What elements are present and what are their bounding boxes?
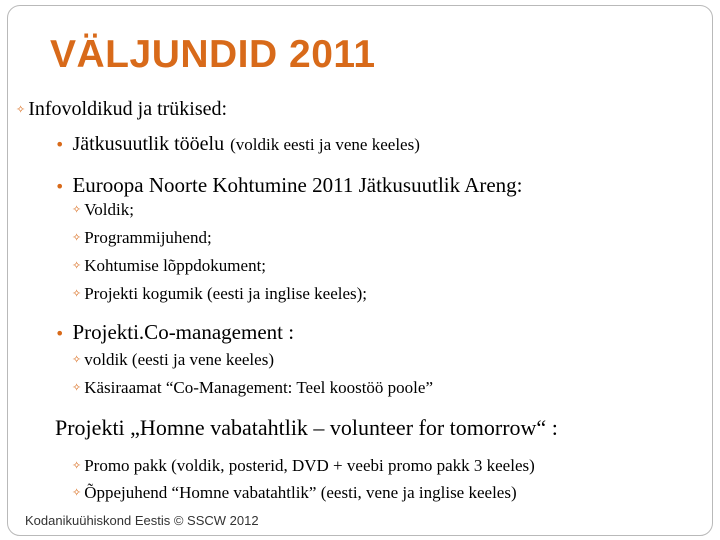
wingding-bullet-icon: ✧ [16,103,26,116]
wingding-bullet-icon: ✧ [72,353,82,366]
section-infovoldikud [16,98,227,121]
slide-title: VÄLJUNDID 2011 [50,33,376,76]
sub-item [72,483,517,503]
wingding-bullet-icon: ✧ [72,231,82,244]
dot-bullet-icon: • [55,135,65,154]
wingding-bullet-icon: ✧ [72,381,82,394]
sub-item-label: Promo pakk (voldik, posterid, DVD + veebi promo pakk 3 keeles) [84,456,535,475]
slide-footer: Kodanikuühiskond Eestis © SSCW 2012 [25,513,259,528]
item-main: Jätkusuutlik tööelu [72,133,225,155]
project-heading-row [55,415,558,441]
dot-bullet-icon: • [55,177,65,196]
list-item-jatkusuutlik-tooelu [55,133,420,156]
wingding-bullet-icon: ✧ [72,459,82,472]
sub-item [72,284,367,304]
section-heading: Infovoldikud ja trükised: [28,98,228,120]
wingding-bullet-icon: ✧ [72,203,82,216]
item-main: Euroopa Noorte Kohtumine 2011 Jätkusuutlik Areng: [72,173,523,197]
list-item-euroopa-noorte [55,173,523,198]
sub-item-label: voldik (eesti ja vene keeles) [84,350,274,369]
project-heading: Projekti „Homne vabatahtlik – volunteer for tomorrow“ : [55,415,558,440]
sub-item-label: Käsiraamat “Co-Management: Teel koostöö poole” [84,378,433,397]
sub-item-label: Projekti kogumik (eesti ja inglise keeles); [84,284,368,303]
sub-item [72,256,266,276]
sub-item-label: Programmijuhend; [84,228,212,247]
wingding-bullet-icon: ✧ [72,486,82,499]
dot-bullet-icon: • [55,324,65,343]
sub-item [72,350,274,370]
sub-item [72,378,433,398]
sub-item [72,228,212,248]
sub-item-label: Õppejuhend “Homne vabatahtlik” (eesti, vene ja inglise keeles) [84,483,517,502]
item-note: (voldik eesti ja vene keeles) [230,135,420,154]
sub-item-label: Kohtumise lõppdokument; [84,256,267,275]
wingding-bullet-icon: ✧ [72,287,82,300]
item-main: Projekti.Co-management : [72,320,295,344]
sub-item [72,456,535,476]
wingding-bullet-icon: ✧ [72,259,82,272]
list-item-projekti-co-management [55,320,294,345]
sub-item-label: Voldik; [84,200,134,219]
sub-item [72,200,134,220]
